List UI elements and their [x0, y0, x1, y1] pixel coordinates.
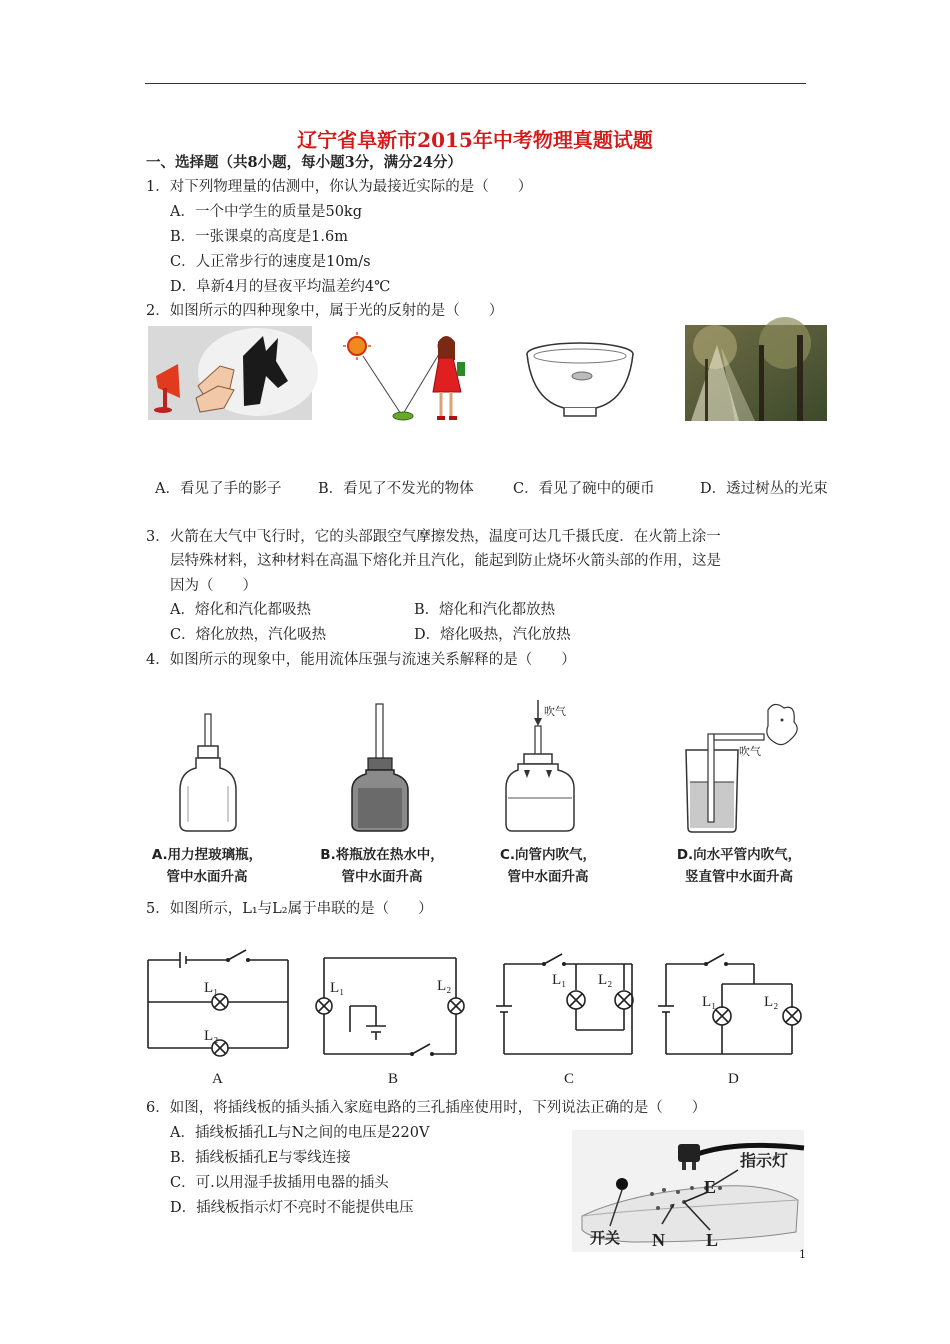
header-rule [145, 83, 806, 84]
page-title: 辽宁省阜新市2015年中考物理真题试题 [297, 128, 653, 152]
q1-option-b: B．一张课桌的高度是1.6m [170, 229, 348, 245]
q1-option-c: C．人正常步行的速度是10m/s [170, 254, 371, 270]
q5-circuit-b [316, 954, 470, 1060]
q4-stem: 4．如图所示的现象中，能用流体压强与流速关系解释的是（ ） [146, 652, 576, 668]
q5-label-d: D [728, 1071, 739, 1087]
q5-d-lamp2-label: L₂ [764, 994, 779, 1010]
q3-option-b: B．熔化和汽化都放热 [414, 602, 556, 618]
q6-label-n: N [652, 1230, 665, 1250]
q5-label-a: A [212, 1071, 223, 1087]
q6-option-d: D．插线板指示灯不亮时不能提供电压 [170, 1200, 414, 1216]
q2-caption-b: B．看见了不发光的物体 [318, 481, 474, 497]
q5-a-lamp1-label: L₁ [204, 980, 219, 996]
q6-label-e: E [704, 1177, 717, 1197]
q5-a-lamp2-label: L₂ [204, 1028, 219, 1044]
q4-caption-a-line2: 管中水面升高 [166, 869, 248, 885]
q5-b-lamp1-label: L₁ [330, 980, 345, 996]
q4-caption-c-line2: 管中水面升高 [507, 869, 589, 885]
q3-stem-line-1: 3．火箭在大气中飞行时，它的头部跟空气摩擦发热，温度可达几千摄氏度．在火箭上涂一 [146, 529, 721, 545]
q4-caption-b [312, 844, 452, 888]
q4-figure-b-bottle [350, 704, 410, 832]
q2-figure-a-hand-shadow [148, 326, 312, 420]
q4-caption-b-line2: 管中水面升高 [341, 869, 423, 885]
q5-circuit-c [496, 950, 640, 1060]
q2-caption-c: C．看见了碗中的硬币 [513, 481, 655, 497]
q2-stem: 2．如图所示的四种现象中，属于光的反射的是（ ） [146, 303, 504, 319]
q4-figure-d-beaker [678, 700, 808, 834]
section-heading: 一、选择题（共8小题，每小题3分，满分24分） [146, 154, 462, 171]
q3-stem-line-3: 因为（ ） [170, 578, 257, 594]
q6-stem: 6．如图，将插线板的插头插入家庭电路的三孔插座使用时，下列说法正确的是（ ） [146, 1100, 707, 1116]
q3-option-c: C．熔化放热，汽化吸热 [170, 627, 327, 643]
q2-figure-c-bowl [524, 340, 636, 422]
q6-option-a: A．插线板插孔L与N之间的电压是220V [170, 1125, 430, 1141]
q2-caption-a: A．看见了手的影子 [155, 481, 282, 497]
q5-circuit-d [658, 950, 808, 1060]
q4-caption-a [142, 844, 272, 888]
q2-figure-d-forest-light [685, 325, 827, 421]
q5-c-lamp1-label: L₁ [552, 972, 567, 988]
page-number: 1 [799, 1248, 806, 1261]
q4-figure-a-bottle [178, 714, 238, 832]
q4-blow-label-c: 吹气 [544, 705, 566, 718]
q5-label-b: B [388, 1071, 399, 1087]
q6-label-indicator: 指示灯 [740, 1151, 789, 1170]
q6-label-switch: 开关 [590, 1229, 621, 1247]
q4-caption-d-line2: 竖直管中水面升高 [685, 869, 793, 885]
q4-caption-d-line1: D.向水平管内吹气， [676, 847, 802, 863]
q1-option-a: A．一个中学生的质量是50kg [170, 204, 362, 220]
q5-label-c: C [564, 1071, 575, 1087]
q4-caption-c-line1: C.向管内吹气， [499, 847, 597, 863]
q3-stem-line-2: 层特殊材料，这种材料在高温下熔化并且汽化，能起到防止烧坏火箭头部的作用，这是 [170, 553, 721, 569]
q6-option-c: C．可.以用湿手拔插用电器的插头 [170, 1175, 389, 1191]
q3-option-a: A．熔化和汽化都吸热 [170, 602, 311, 618]
q4-caption-d [664, 844, 814, 888]
q6-label-l: L [706, 1230, 719, 1250]
q6-option-b: B．插线板插孔E与零线连接 [170, 1150, 351, 1166]
q1-option-d: D．阜新4月的昼夜平均温差约4℃ [170, 279, 391, 295]
q2-figure-b-sun-girl [343, 330, 483, 426]
q5-stem: 5．如图所示，L₁与L₂属于串联的是（ ） [146, 901, 433, 917]
q5-c-lamp2-label: L₂ [598, 972, 613, 988]
q4-caption-b-line1: B.将瓶放在热水中， [320, 847, 444, 863]
q5-b-lamp2-label: L₂ [437, 978, 452, 994]
q4-caption-a-line1: A.用力捏玻璃瓶， [151, 847, 263, 863]
q2-caption-d: D．透过树丛的光束 [700, 481, 828, 497]
q5-d-lamp1-label: L₁ [702, 994, 717, 1010]
q3-option-d: D．熔化吸热，汽化放热 [414, 627, 571, 643]
q4-blow-label-d: 吹气 [739, 745, 761, 758]
q1-stem: 1．对下列物理量的估测中，你认为最接近实际的是（ ） [146, 179, 533, 195]
q4-caption-c [478, 844, 618, 888]
